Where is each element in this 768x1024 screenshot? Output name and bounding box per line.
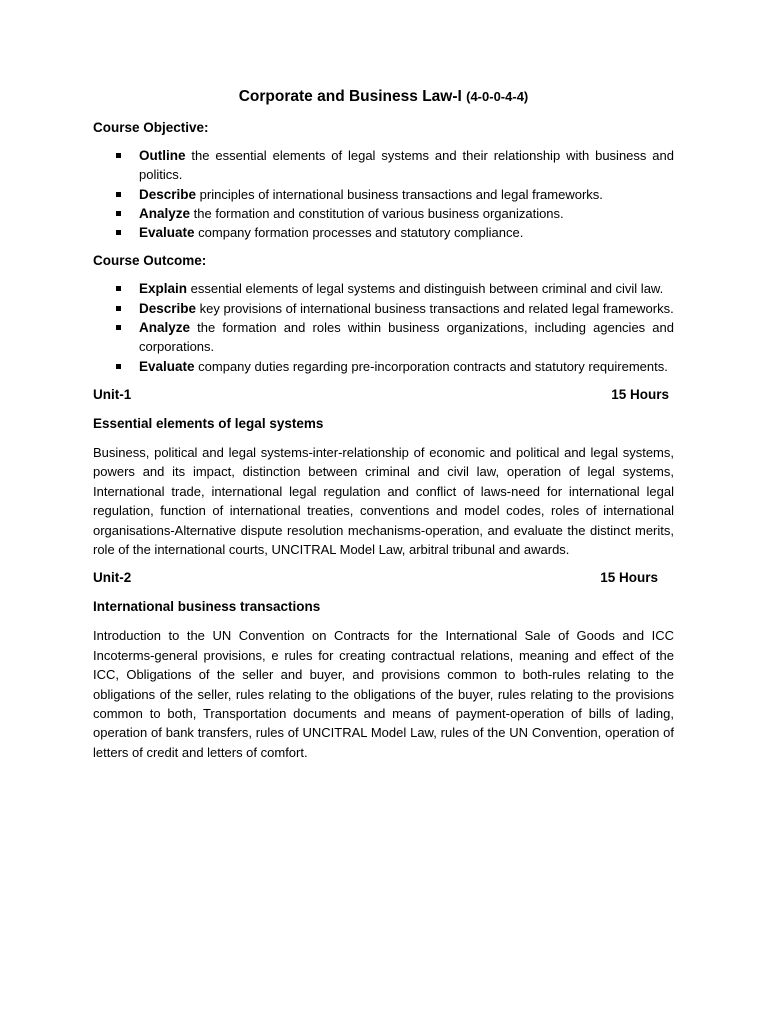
unit-2-hours: 15 Hours (600, 570, 658, 586)
square-bullet-icon (116, 153, 121, 158)
square-bullet-icon (116, 192, 121, 197)
unit-1-title: Essential elements of legal systems (93, 415, 324, 431)
unit-1-hours: 15 Hours (611, 386, 669, 402)
outcome-item (93, 318, 674, 357)
objective-text: the essential elements of legal systems and their relationship with business and politics. (139, 148, 674, 183)
course-outcome-heading: Course Outcome: (93, 253, 207, 269)
outcome-item (93, 299, 674, 318)
square-bullet-icon (116, 325, 121, 330)
objective-text: principles of international business transactions and legal frameworks. (199, 186, 603, 202)
unit-1-body: Business, political and legal systems-inter-relationship of economic and political and legal systems, powers and its impact, distinction between criminal and civil law, operation of legal systems, International trade, international legal regulation and conflict of laws-need for international legal regulation, function of international treaties, conventions and model codes, roles of international organisations-Alternative dispute resolution mechanisms-operation, and evaluate the distinct merits, role of the international courts, UNCITRAL Model Law, arbitral tribunal and awards. (93, 444, 674, 557)
course-objective-heading: Course Objective: (93, 120, 209, 135)
outcome-item (93, 279, 674, 298)
square-bullet-icon (116, 306, 121, 311)
course-code: (4-0-0-4-4) (466, 89, 529, 104)
objective-text: company formation processes and statutory compliance. (198, 225, 524, 241)
outcome-verb: Explain (139, 281, 188, 297)
outcome-item (93, 357, 674, 376)
outcome-verb: Evaluate (139, 358, 195, 374)
outcome-text: key provisions of international business transactions and related legal frameworks. (199, 300, 674, 316)
document-title (93, 86, 674, 108)
objective-item (93, 204, 674, 223)
objective-verb: Outline (139, 148, 186, 163)
unit-1-header (93, 385, 674, 404)
objective-item (93, 185, 674, 204)
course-outcome-list (93, 279, 674, 375)
course-objective-list (93, 146, 674, 242)
square-bullet-icon (116, 211, 121, 216)
square-bullet-icon (116, 364, 121, 369)
unit-1-label: Unit-1 (93, 386, 132, 402)
objective-verb: Analyze (139, 205, 191, 221)
square-bullet-icon (116, 286, 121, 291)
objective-text: the formation and constitution of various business organizations. (193, 205, 564, 221)
unit-2-body: Introduction to the UN Convention on Contracts for the International Sale of Goods and ICC Incoterms-general provisions, e rules for creating contractual relations, meaning and effect of the ICC, Obligations of the seller and buyer, and provisions common to both-rules relating to the obligations of the seller, rules relating to the obligations of the buyer, rules relating to the provisions common to both, Transportation documents and means of payment-operation of bills of lading, operation of bank transfers, rules of UNCITRAL Model Law, rules of the UN Convention, operation of letters of credit and letters of comfort. (93, 628, 674, 760)
outcome-text: company duties regarding pre-incorporation contracts and statutory requirements. (198, 358, 668, 374)
outcome-verb: Analyze (139, 320, 191, 336)
objective-verb: Evaluate (139, 225, 195, 241)
objective-item (93, 146, 674, 185)
outcome-verb: Describe (139, 300, 197, 316)
square-bullet-icon (116, 230, 121, 235)
objective-item (93, 223, 674, 242)
unit-2-title: International business transactions (93, 599, 321, 615)
objective-verb: Describe (139, 186, 197, 202)
outcome-text: essential elements of legal systems and distinguish between criminal and civil law. (190, 281, 664, 297)
unit-2-header (93, 568, 674, 587)
unit-2-label: Unit-2 (93, 570, 132, 586)
outcome-text: the formation and roles within business organizations, including agencies and corporations. (139, 320, 674, 355)
course-title: Corporate and Business Law-I (238, 88, 462, 105)
document-page (93, 86, 674, 771)
